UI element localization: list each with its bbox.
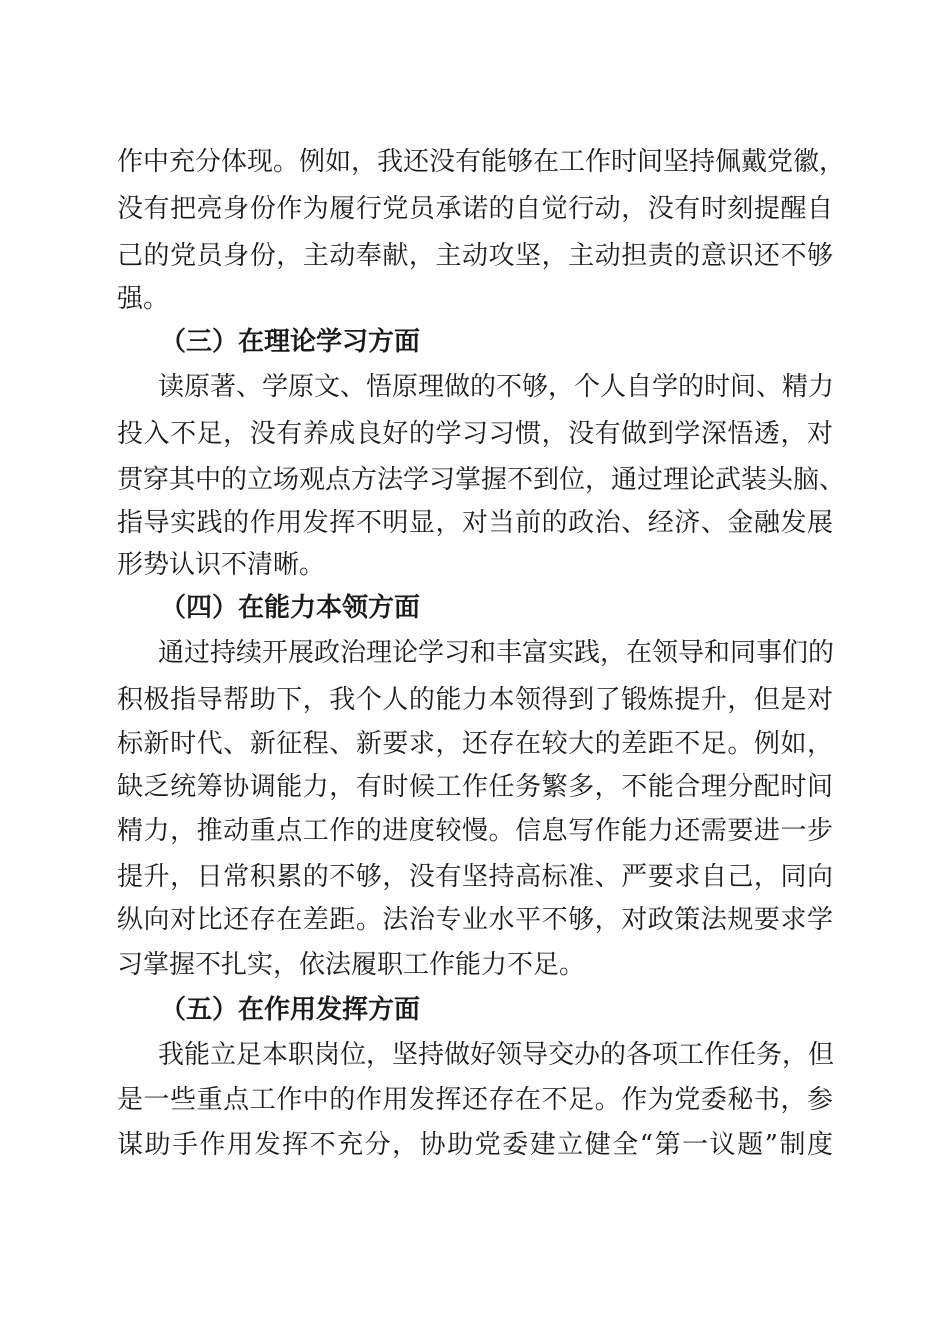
body-text-line: 标新时代、新征程、新要求，还存在较大的差距不足。例如， bbox=[117, 729, 833, 759]
section-heading-theory-study: （三）在理论学习方面 bbox=[160, 327, 421, 357]
paragraph-first-line: 通过持续开展政治理论学习和丰富实践，在领导和同事们的 bbox=[158, 638, 835, 668]
body-text-line: 是一些重点工作中的作用发挥还存在不足。作为党委秘书，参 bbox=[117, 1085, 833, 1115]
section-heading-ability: （四）在能力本领方面 bbox=[160, 593, 421, 623]
body-text-line: 谋助手作用发挥不充分，协助党委建立健全“第一议题”制度 bbox=[117, 1130, 833, 1160]
body-text-line: 缺乏统筹协调能力，有时候工作任务繁多，不能合理分配时间 bbox=[117, 772, 833, 802]
body-text-line: 贯穿其中的立场观点方法学习掌握不到位，通过理论武装头脑、 bbox=[117, 465, 846, 495]
paragraph-first-line: 我能立足本职岗位，坚持做好领导交办的各项工作任务，但 bbox=[158, 1040, 835, 1070]
section-heading-role: （五）在作用发挥方面 bbox=[160, 995, 421, 1025]
body-text-line: 作中充分体现。例如，我还没有能够在工作时间坚持佩戴党徽， bbox=[117, 147, 846, 177]
body-text-line: 纵向对比还存在差距。法治专业水平不够，对政策法规要求学 bbox=[117, 905, 833, 935]
body-text-line: 没有把亮身份作为履行党员承诺的自觉行动，没有时刻提醒自 bbox=[117, 194, 833, 224]
body-text-line: 投入不足，没有养成良好的学习习惯，没有做到学深悟透，对 bbox=[117, 419, 833, 449]
body-text-line: 精力，推动重点工作的进度较慢。信息写作能力还需要进一步 bbox=[117, 816, 833, 846]
body-text-line: 积极指导帮助下，我个人的能力本领得到了锻炼提升，但是对 bbox=[117, 685, 833, 715]
body-text-line: 强。 bbox=[117, 284, 170, 314]
body-text-line: 习掌握不扎实，依法履职工作能力不足。 bbox=[117, 950, 586, 980]
body-text-line: 己的党员身份，主动奉献，主动攻坚，主动担责的意识还不够 bbox=[117, 241, 833, 271]
body-text-line: 形势认识不清晰。 bbox=[117, 550, 326, 580]
body-text-line: 指导实践的作用发挥不明显，对当前的政治、经济、金融发展 bbox=[117, 508, 833, 538]
paragraph-first-line: 读原著、学原文、悟原理做的不够，个人自学的时间、精力 bbox=[158, 372, 835, 402]
body-text-line: 提升，日常积累的不够，没有坚持高标准、严要求自己，同向 bbox=[117, 862, 833, 892]
